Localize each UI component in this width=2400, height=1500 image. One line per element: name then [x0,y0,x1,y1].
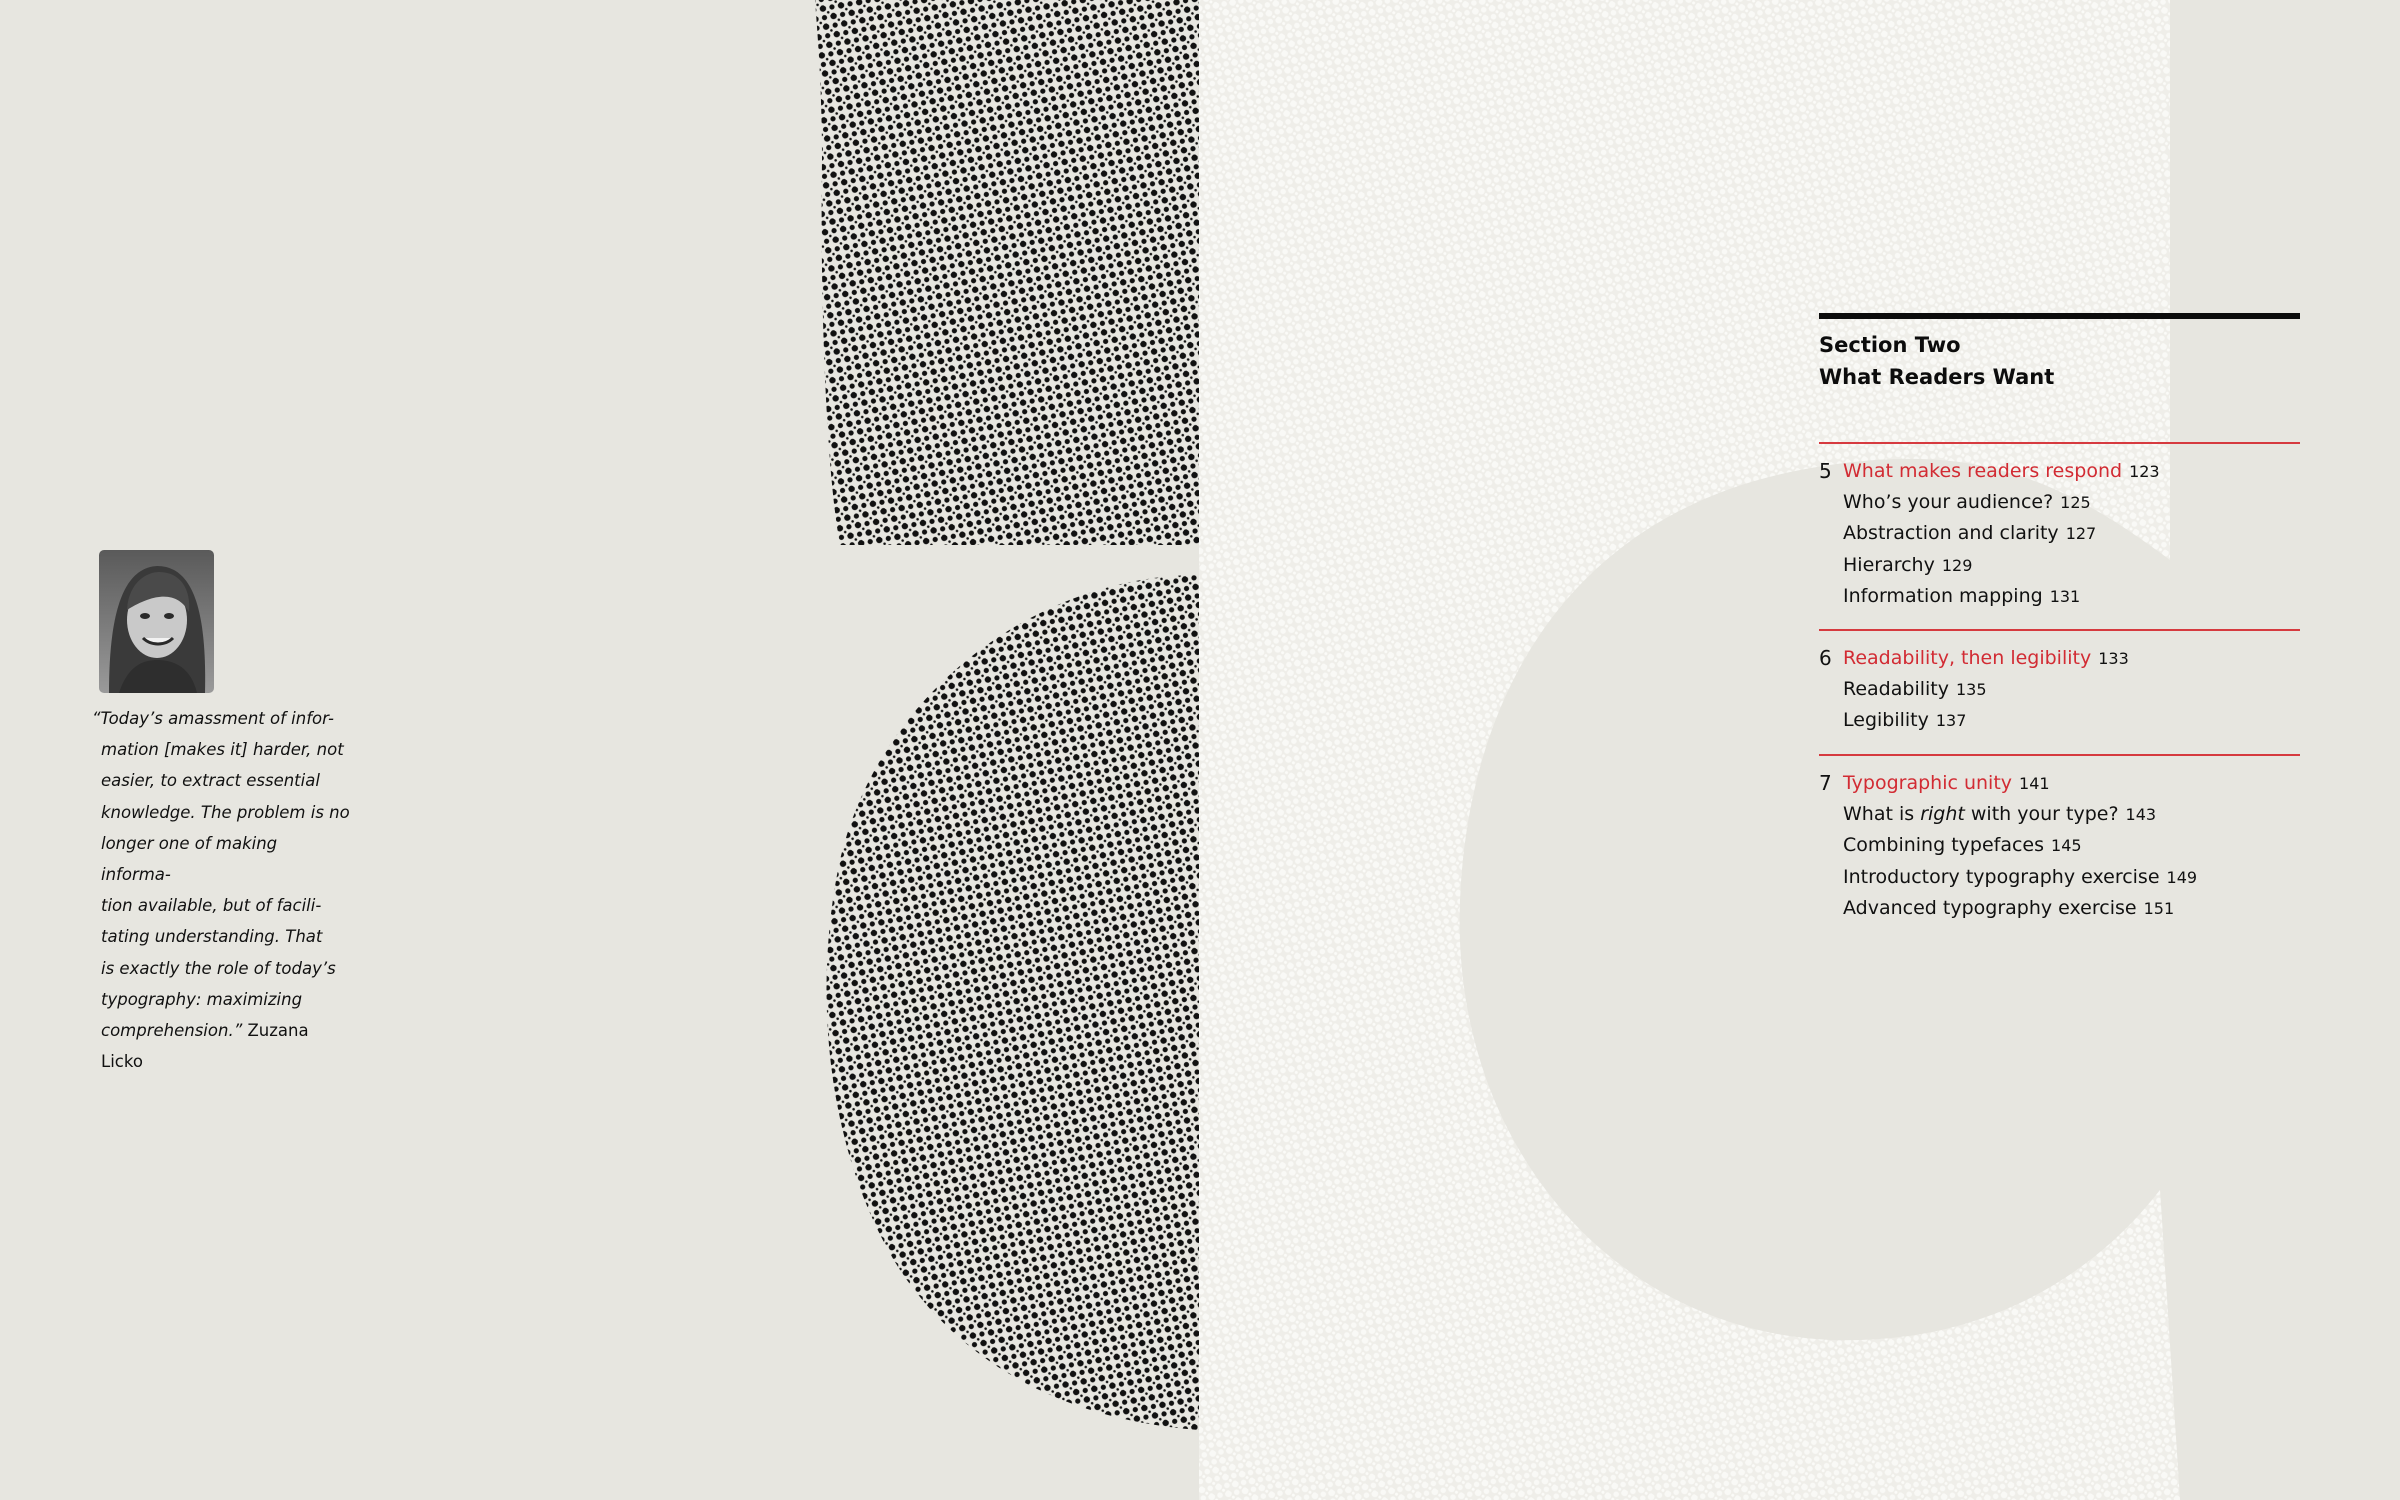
chapter-heading[interactable] [1819,643,2300,674]
page-number: 133 [2098,649,2129,668]
section-label: Section Two [1819,333,1961,357]
toc-item-label-pre: What is [1843,803,1921,826]
toc-item-label: Hierarchy [1843,553,1935,576]
page-number: 143 [2125,805,2157,825]
chapter-rule [1819,754,2300,756]
toc-item[interactable] [1819,581,2300,612]
section-rule [1819,313,2300,319]
page-number: 127 [2065,524,2097,544]
toc-item[interactable] [1819,830,2300,861]
toc-item-label: Advanced typography exercise [1843,896,2137,919]
page-number: 129 [1941,555,1973,575]
quote-line: longer one of making informa- [101,833,278,885]
quote-line: knowledge. The problem is no [101,802,350,822]
chapter-rule [1819,629,2300,631]
chapter-heading[interactable] [1819,456,2300,487]
chapter-title: Typographic unity [1843,772,2013,794]
chapter-number: 7 [1819,771,1832,795]
page-number: 141 [2019,774,2050,793]
page-number: 135 [1955,680,1987,700]
toc-item-label: Combining typefaces [1843,834,2045,857]
chapter-5 [1819,442,2300,612]
quote-line: typography: maximizing [101,989,303,1009]
toc-item-label: Readability [1843,678,1949,701]
quote-line: tating understanding. That [101,927,323,947]
toc-item[interactable] [1819,550,2300,581]
toc-item-label-italic: right [1920,803,1965,826]
page-number: 123 [2129,462,2160,481]
toc-item[interactable] [1819,705,2300,736]
toc-item[interactable] [1819,862,2300,893]
chapter-7 [1819,754,2300,924]
page-number: 149 [2166,867,2198,887]
page-number: 137 [1935,711,1967,731]
ghost-letter [1199,0,2180,1500]
quote-line: is exactly the role of today’s [101,958,336,978]
chapter-title: What makes readers respond [1843,460,2123,482]
quote-line: comprehension.” Zuzana Licko [101,1021,309,1072]
toc-item[interactable] [1819,487,2300,518]
toc-item-label: Abstraction and clarity [1843,522,2059,545]
chapter-rule [1819,442,2300,444]
dark-halftone [815,0,1199,1430]
toc-item-label-post: with your type? [1964,803,2119,826]
toc-item-label: Legibility [1843,709,1929,732]
chapter-heading[interactable] [1819,768,2300,799]
quote-line: mation [makes it] harder, not [101,740,344,760]
portrait-photo [99,550,214,693]
page-number: 131 [2049,586,2081,606]
section-title: What Readers Want [1819,365,2055,389]
toc-item[interactable] [1819,674,2300,705]
quote-author: Zuzana Licko [101,1021,309,1072]
quote-line: easier, to extract essential [101,771,320,791]
chapter-number: 6 [1819,646,1832,670]
section-heading [1819,329,2299,393]
chapter-number: 5 [1819,459,1832,483]
toc-item[interactable] [1819,893,2300,924]
toc-item-label: Introductory typography exercise [1843,865,2160,888]
chapter-6 [1819,629,2300,737]
portrait-icon [99,550,214,693]
pull-quote [92,703,352,1077]
quote-line: tion available, but of facili- [101,896,322,916]
toc-item[interactable] [1819,799,2300,830]
toc-item[interactable] [1819,518,2300,549]
quote-line: “Today’s amassment of infor- [92,709,334,728]
page-number: 145 [2051,836,2082,856]
toc-item-label: Information mapping [1843,584,2043,607]
toc-item-label: Who’s your audience? [1843,491,2054,514]
page-number: 125 [2060,493,2091,513]
chapter-title: Readability, then legibility [1843,647,2092,669]
page-number: 151 [2143,898,2175,918]
